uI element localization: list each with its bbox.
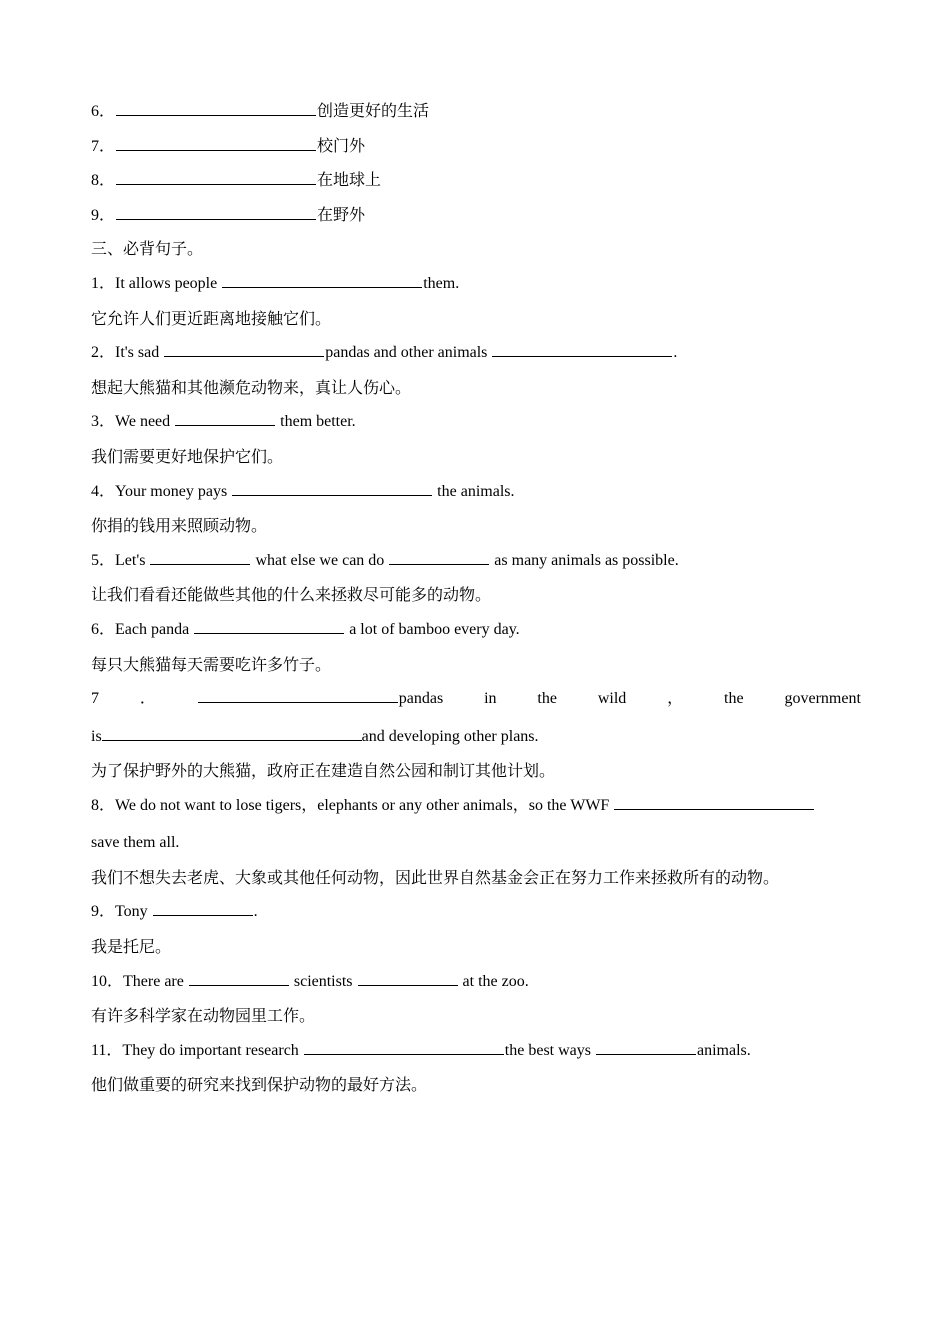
sentence-translation: 为了保护野外的大熊猫，政府正在建造自然公园和制订其他计划。 — [91, 761, 556, 781]
answer-blank[interactable] — [102, 725, 362, 741]
sentence-line — [91, 1038, 861, 1073]
sentence-text: There are — [123, 972, 188, 990]
sentence-text: a lot of bamboo every day. — [345, 620, 520, 638]
item-number: 4． — [91, 482, 116, 500]
sentence-translation: 你捐的钱用来照顾动物。 — [91, 516, 268, 536]
sentence-text: is — [91, 727, 102, 745]
sentence-word: the — [537, 690, 557, 708]
item-number: 9． — [91, 206, 116, 224]
sentence-text: Tony — [115, 903, 152, 921]
sentence-line-justified — [91, 686, 861, 724]
sentence-line — [91, 899, 861, 934]
item-number: 6． — [91, 103, 116, 120]
item-dot: ． — [139, 690, 156, 708]
answer-blank[interactable] — [614, 794, 814, 810]
sentence-line — [91, 271, 861, 306]
sentence-line — [91, 724, 861, 759]
sentence-translation: 我是托尼。 — [91, 937, 172, 957]
item-number: 11． — [91, 1041, 123, 1059]
item-number: 1． — [91, 274, 116, 292]
sentence-word: pandas — [398, 690, 444, 708]
answer-blank[interactable] — [116, 100, 316, 116]
answer-blank[interactable] — [232, 480, 432, 496]
sentence-word: the — [724, 690, 744, 708]
sentence-line — [91, 479, 861, 514]
sentence-text: and developing other plans. — [361, 727, 539, 745]
sentence-text: the animals. — [433, 482, 515, 500]
item-number: 7 — [91, 690, 99, 708]
sentence-text: Each panda — [115, 620, 194, 638]
sentence-translation: 让我们看看还能做些其他的什么来拯救尽可能多的动物。 — [91, 585, 492, 605]
sentence-text: We need — [115, 413, 175, 431]
item-number: 9． — [91, 903, 116, 921]
answer-blank[interactable] — [492, 341, 672, 357]
sentence-text: the best ways — [504, 1041, 595, 1059]
item-number: 7． — [91, 137, 116, 155]
item-number: 8． — [91, 172, 116, 190]
answer-blank[interactable] — [358, 970, 458, 986]
sentence-line — [91, 548, 861, 583]
phrase-chinese: 在野外 — [317, 204, 366, 224]
phrase-item — [91, 98, 861, 133]
item-number: 5． — [91, 551, 116, 569]
sentence-text: . — [253, 903, 258, 921]
sentence-text: It's sad — [115, 344, 164, 362]
sentence-translation: 有许多科学家在动物园里工作。 — [91, 1006, 316, 1026]
sentence-translation: 它允许人们更近距离地接触它们。 — [91, 308, 332, 328]
sentence-text: at the zoo. — [458, 972, 529, 990]
answer-blank[interactable] — [194, 618, 344, 634]
sentence-line — [91, 617, 861, 652]
sentence-line — [91, 793, 861, 831]
phrase-chinese: 在地球上 — [317, 170, 382, 190]
phrase-chinese: 校门外 — [317, 135, 366, 155]
answer-blank[interactable] — [116, 169, 316, 185]
sentence-translation: 我们不想失去老虎、大象或其他任何动物，因此世界自然基金会正在努力工作来拯救所有的动物。 — [91, 867, 780, 887]
sentence-text: them. — [423, 274, 460, 292]
phrase-chinese: 创造更好的生活 — [317, 101, 430, 120]
sentence-translation: 想起大熊猫和其他濒危动物来，真让人伤心。 — [91, 377, 412, 397]
sentence-text: what else we can do — [251, 551, 389, 569]
item-number: 8． — [91, 796, 116, 814]
sentence-text: as many animals as possible. — [490, 551, 679, 569]
sentence-comma: ， — [667, 690, 684, 708]
answer-blank[interactable] — [116, 135, 316, 151]
sentence-line — [91, 969, 861, 1004]
section-heading: 三、必背句子。 — [91, 239, 204, 259]
sentence-text: scientists — [289, 972, 357, 990]
answer-blank[interactable] — [153, 900, 253, 916]
sentence-word: government — [784, 690, 861, 708]
sentence-text: . — [673, 344, 678, 362]
sentence-text: We do not want to lose tigers，elephants or any other animals，so the WWF — [115, 796, 614, 814]
sentence-text: They do important research — [122, 1041, 303, 1059]
answer-blank[interactable] — [198, 687, 398, 703]
sentence-text: animals. — [697, 1041, 751, 1059]
answer-blank[interactable] — [304, 1039, 504, 1055]
sentence-translation: 每只大熊猫每天需要吃许多竹子。 — [91, 654, 332, 674]
item-number: 3． — [91, 413, 116, 431]
sentence-word: wild — [597, 690, 627, 708]
item-number: 2． — [91, 344, 116, 362]
sentence-text: Let's — [115, 551, 150, 569]
sentence-line — [91, 409, 861, 444]
answer-blank[interactable] — [164, 341, 324, 357]
answer-blank[interactable] — [175, 410, 275, 426]
phrase-item — [91, 202, 861, 237]
sentence-translation: 他们做重要的研究来找到保护动物的最好方法。 — [91, 1075, 428, 1095]
phrase-item — [91, 167, 861, 202]
answer-blank[interactable] — [389, 549, 489, 565]
sentence-translation: 我们需要更好地保护它们。 — [91, 446, 284, 466]
phrase-item — [91, 133, 861, 168]
answer-blank[interactable] — [189, 970, 289, 986]
sentence-segment — [197, 686, 443, 712]
answer-blank[interactable] — [116, 204, 316, 220]
worksheet-page — [91, 98, 861, 1107]
item-number: 6． — [91, 620, 116, 638]
sentence-line — [91, 340, 861, 375]
sentence-text: pandas and other animals — [325, 344, 492, 362]
sentence-text: them better. — [276, 413, 356, 431]
answer-blank[interactable] — [596, 1039, 696, 1055]
sentence-text: Your money pays — [115, 482, 232, 500]
sentence-line: save them all. — [91, 834, 180, 852]
sentence-text: It allows people — [115, 274, 222, 292]
answer-blank[interactable] — [150, 549, 250, 565]
sentence-word: in — [484, 690, 497, 708]
item-number: 10． — [91, 972, 124, 990]
answer-blank[interactable] — [222, 272, 422, 288]
